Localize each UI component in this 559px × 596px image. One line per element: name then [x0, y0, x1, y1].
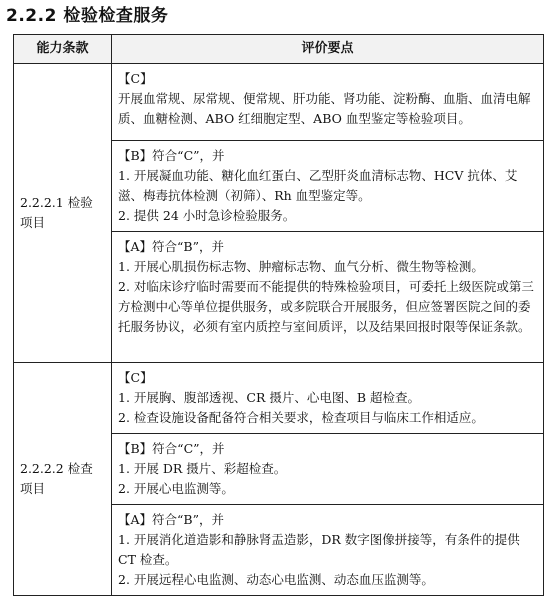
- level-text: 2. 开展心电监测等。: [118, 481, 234, 496]
- level-title: 【C】: [118, 370, 153, 385]
- header-evaluation-points: 评价要点: [112, 35, 544, 64]
- level-cell-b: [112, 141, 544, 232]
- level-cell-a: [112, 505, 544, 596]
- level-cell-c: [112, 64, 544, 141]
- level-text: 2. 提供 24 小时急诊检验服务。: [118, 208, 296, 223]
- level-cell-a: [112, 232, 544, 363]
- level-title: 【B】符合“C”，并: [118, 148, 225, 163]
- level-text: 1. 开展消化道造影和静脉肾盂造影，DR 数字图像拼接等，有条件的提供 CT 检查。: [118, 532, 520, 567]
- level-title: 【A】符合“B”，并: [118, 512, 224, 527]
- level-title: 【C】: [118, 71, 153, 86]
- table-row: [14, 363, 544, 434]
- level-text: 2. 开展远程心电监测、动态心电监测、动态血压监测等。: [118, 572, 434, 587]
- level-text: 1. 开展心肌损伤标志物、肿瘤标志物、血气分析、微生物等检测。: [118, 259, 484, 274]
- level-text: 2. 对临床诊疗临时需要而不能提供的特殊检验项目，可委托上级医院或第三方检测中心等单位提供服务，或多院联合开展服务，但应签署医院之间的委托服务协议，必须有室内质控与室间质评，以及结果回报时限等保证条款。: [118, 279, 534, 334]
- item-name-lab-tests: 2.2.2.1 检验项目: [14, 64, 112, 363]
- level-cell-c: [112, 363, 544, 434]
- evaluation-table: [13, 34, 544, 596]
- level-text: 开展血常规、尿常规、便常规、肝功能、肾功能、淀粉酶、血脂、血清电解质、血糖检测、ABO 红细胞定型、ABO 血型鉴定等检验项目。: [118, 91, 531, 126]
- level-title: 【B】符合“C”，并: [118, 441, 225, 456]
- level-text: 1. 开展胸、腹部透视、CR 摄片、心电图、B 超检查。: [118, 390, 421, 405]
- section-heading: 2.2.2 检验检查服务: [6, 6, 169, 26]
- header-capability-clause: 能力条款: [14, 35, 112, 64]
- table-row: [14, 64, 544, 141]
- table-header-row: [14, 35, 544, 64]
- level-title: 【A】符合“B”，并: [118, 239, 224, 254]
- level-text: 1. 开展 DR 摄片、彩超检查。: [118, 461, 287, 476]
- item-name-exam-items: 2.2.2.2 检查项目: [14, 363, 112, 596]
- level-text: 1. 开展凝血功能、糖化血红蛋白、乙型肝炎血清标志物、HCV 抗体、艾滋、梅毒抗体检测（初筛）、Rh 血型鉴定等。: [118, 168, 518, 203]
- level-cell-b: [112, 434, 544, 505]
- level-text: 2. 检查设施设备配备符合相关要求，检查项目与临床工作相适应。: [118, 410, 484, 425]
